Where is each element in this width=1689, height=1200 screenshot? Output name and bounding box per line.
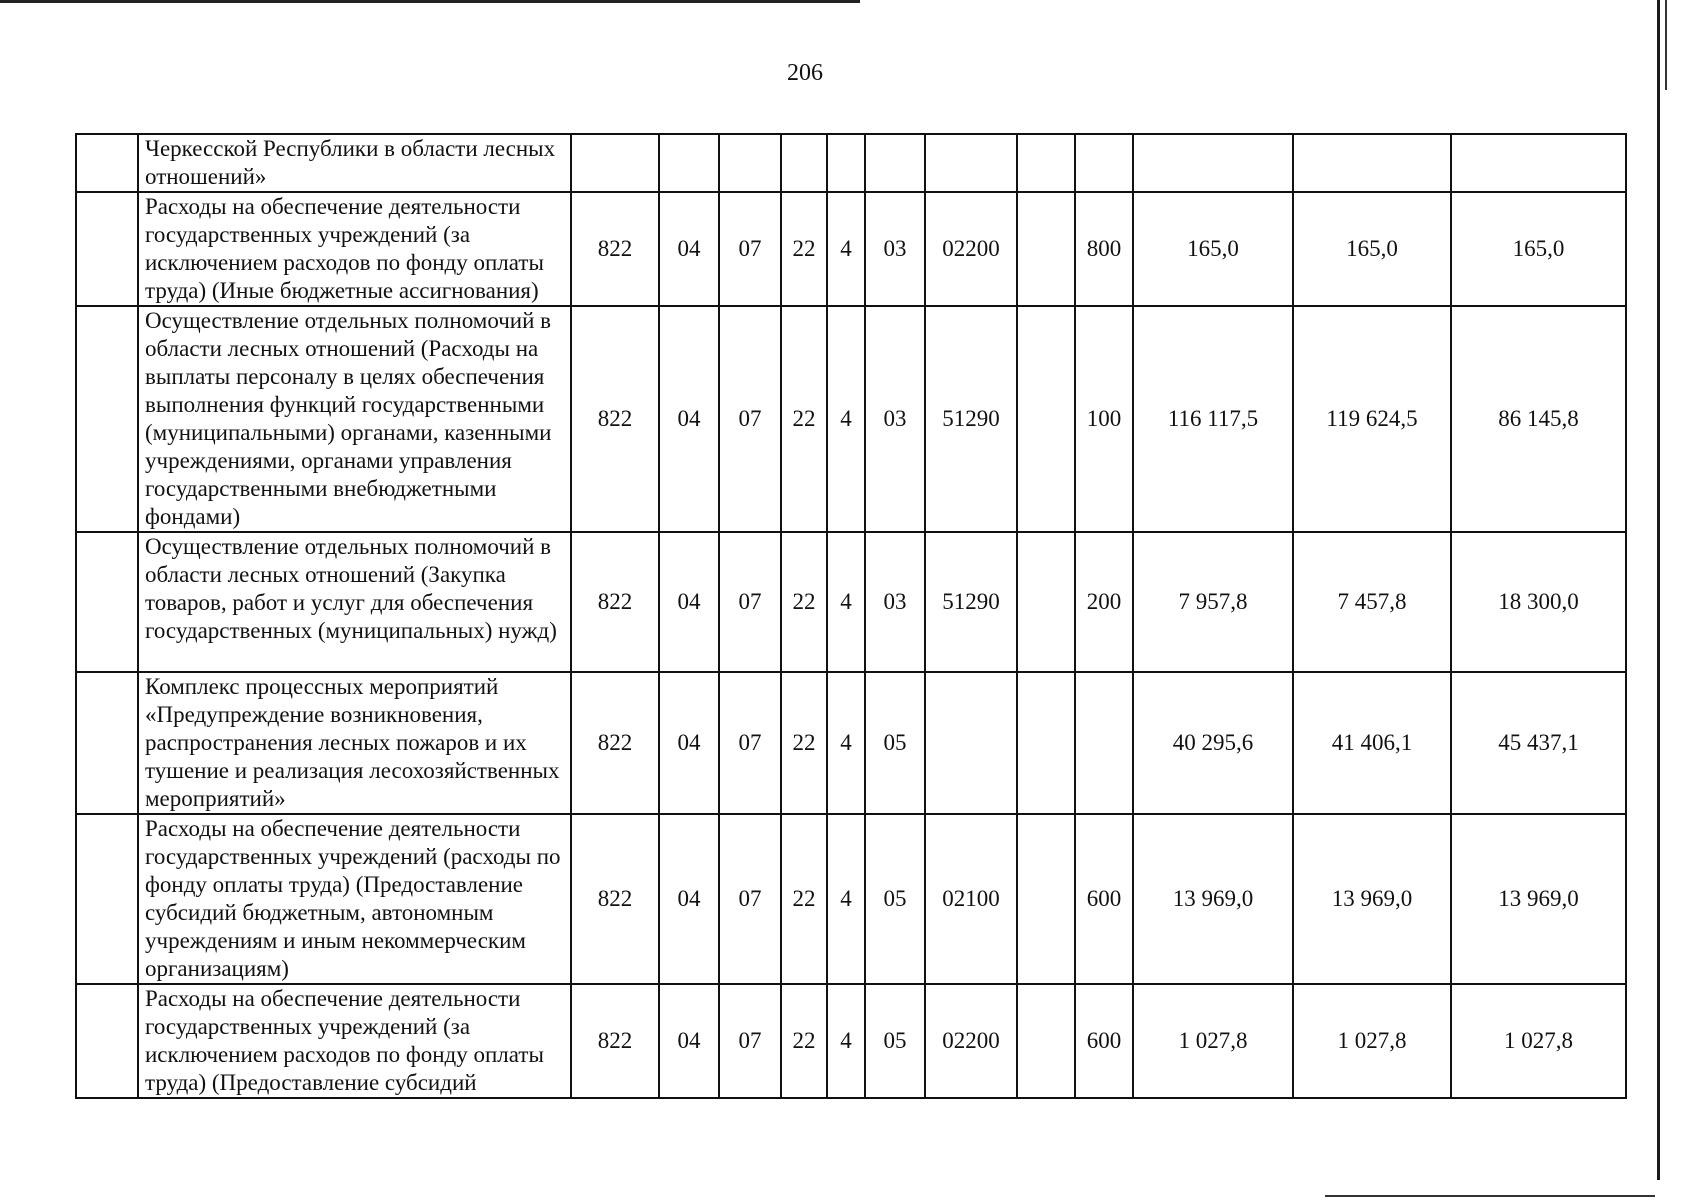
- activity-code-cell: 05: [865, 672, 925, 814]
- subprogram-code-cell: 4: [827, 192, 865, 306]
- row-number-cell: [76, 306, 138, 532]
- section-code-cell: 04: [659, 306, 719, 532]
- budget-table: [75, 133, 1627, 1099]
- section-code-cell: 04: [659, 532, 719, 672]
- direction-code-cell: [925, 134, 1017, 192]
- expense-type-cell: 600: [1075, 814, 1133, 984]
- description-cell: Осуществление отдельных полномочий в области лесных отношений (Закупка товаров, работ и услуг для обеспечения государственных (муниципальных) нужд): [138, 532, 571, 672]
- table-row: [76, 532, 1626, 672]
- amount-year-1-cell: 165,0: [1133, 192, 1293, 306]
- section-code-cell: 04: [659, 192, 719, 306]
- description-cell: Расходы на обеспечение деятельности государственных учреждений (за исключением расходов по фонду оплаты труда) (Иные бюджетные ассигнования): [138, 192, 571, 306]
- subsection-code-cell: 07: [719, 192, 781, 306]
- section-code-cell: 04: [659, 814, 719, 984]
- ministry-code-cell: 822: [571, 192, 659, 306]
- subsection-code-cell: 07: [719, 672, 781, 814]
- direction-code-cell: 51290: [925, 532, 1017, 672]
- subsection-code-cell: 07: [719, 984, 781, 1098]
- scan-right-edge: [1657, 0, 1660, 1180]
- extra-code-cell: [1017, 134, 1075, 192]
- amount-year-2-cell: 7 457,8: [1293, 532, 1451, 672]
- expense-type-cell: [1075, 672, 1133, 814]
- amount-year-1-cell: 1 027,8: [1133, 984, 1293, 1098]
- ministry-code-cell: 822: [571, 814, 659, 984]
- amount-year-1-cell: 40 295,6: [1133, 672, 1293, 814]
- activity-code-cell: 03: [865, 192, 925, 306]
- amount-year-3-cell: 45 437,1: [1451, 672, 1626, 814]
- direction-code-cell: 02200: [925, 192, 1017, 306]
- activity-code-cell: 05: [865, 984, 925, 1098]
- amount-year-2-cell: 13 969,0: [1293, 814, 1451, 984]
- subsection-code-cell: 07: [719, 814, 781, 984]
- ministry-code-cell: 822: [571, 672, 659, 814]
- table-row: [76, 192, 1626, 306]
- program-code-cell: [781, 134, 827, 192]
- row-number-cell: [76, 134, 138, 192]
- program-code-cell: 22: [781, 984, 827, 1098]
- program-code-cell: 22: [781, 814, 827, 984]
- subprogram-code-cell: [827, 134, 865, 192]
- amount-year-3-cell: 86 145,8: [1451, 306, 1626, 532]
- row-number-cell: [76, 814, 138, 984]
- program-code-cell: 22: [781, 192, 827, 306]
- amount-year-2-cell: 119 624,5: [1293, 306, 1451, 532]
- subprogram-code-cell: 4: [827, 984, 865, 1098]
- amount-year-3-cell: 1 027,8: [1451, 984, 1626, 1098]
- extra-code-cell: [1017, 306, 1075, 532]
- expense-type-cell: 600: [1075, 984, 1133, 1098]
- subprogram-code-cell: 4: [827, 532, 865, 672]
- activity-code-cell: 03: [865, 532, 925, 672]
- extra-code-cell: [1017, 672, 1075, 814]
- expense-type-cell: 800: [1075, 192, 1133, 306]
- description-cell: Расходы на обеспечение деятельности государственных учреждений (расходы по фонду оплаты труда) (Предоставление субсидий бюджетным, автономным учреждениям и иным некоммерческим организациям): [138, 814, 571, 984]
- section-code-cell: 04: [659, 984, 719, 1098]
- direction-code-cell: 51290: [925, 306, 1017, 532]
- ministry-code-cell: 822: [571, 984, 659, 1098]
- description-cell: Комплекс процессных мероприятий «Предупреждение возникновения, распространения лесных пожаров и их тушение и реализация лесохозяйственных мероприятий»: [138, 672, 571, 814]
- table-row: [76, 814, 1626, 984]
- activity-code-cell: 05: [865, 814, 925, 984]
- section-code-cell: 04: [659, 672, 719, 814]
- subsection-code-cell: [719, 134, 781, 192]
- amount-year-3-cell: 13 969,0: [1451, 814, 1626, 984]
- expense-type-cell: 200: [1075, 532, 1133, 672]
- extra-code-cell: [1017, 984, 1075, 1098]
- scan-right-edge-thin: [1665, 0, 1667, 90]
- row-number-cell: [76, 672, 138, 814]
- program-code-cell: 22: [781, 672, 827, 814]
- extra-code-cell: [1017, 192, 1075, 306]
- amount-year-1-cell: 7 957,8: [1133, 532, 1293, 672]
- subprogram-code-cell: 4: [827, 672, 865, 814]
- amount-year-2-cell: [1293, 134, 1451, 192]
- amount-year-1-cell: 116 117,5: [1133, 306, 1293, 532]
- table-row: [76, 306, 1626, 532]
- scan-top-rule: [0, 0, 860, 3]
- subprogram-code-cell: 4: [827, 814, 865, 984]
- extra-code-cell: [1017, 814, 1075, 984]
- direction-code-cell: 02100: [925, 814, 1017, 984]
- amount-year-2-cell: 1 027,8: [1293, 984, 1451, 1098]
- ministry-code-cell: 822: [571, 532, 659, 672]
- table-row: [76, 984, 1626, 1098]
- table-row: [76, 672, 1626, 814]
- program-code-cell: 22: [781, 306, 827, 532]
- amount-year-3-cell: [1451, 134, 1626, 192]
- amount-year-3-cell: 165,0: [1451, 192, 1626, 306]
- direction-code-cell: 02200: [925, 984, 1017, 1098]
- description-cell: Осуществление отдельных полномочий в области лесных отношений (Расходы на выплаты персоналу в целях обеспечения выполнения функций государственными (муниципальными) органами, казенными учреждениями, органами управления государственными внебюджетными фондами): [138, 306, 571, 532]
- page-number: 206: [787, 60, 823, 86]
- row-number-cell: [76, 192, 138, 306]
- description-cell: Расходы на обеспечение деятельности государственных учреждений (за исключением расходов по фонду оплаты труда) (Предоставление субсидий: [138, 984, 571, 1098]
- subsection-code-cell: 07: [719, 532, 781, 672]
- program-code-cell: 22: [781, 532, 827, 672]
- amount-year-2-cell: 41 406,1: [1293, 672, 1451, 814]
- amount-year-3-cell: 18 300,0: [1451, 532, 1626, 672]
- amount-year-1-cell: [1133, 134, 1293, 192]
- subsection-code-cell: 07: [719, 306, 781, 532]
- expense-type-cell: 100: [1075, 306, 1133, 532]
- description-cell: Черкесской Республики в области лесных отношений»: [138, 134, 571, 192]
- activity-code-cell: 03: [865, 306, 925, 532]
- extra-code-cell: [1017, 532, 1075, 672]
- amount-year-1-cell: 13 969,0: [1133, 814, 1293, 984]
- row-number-cell: [76, 532, 138, 672]
- expense-type-cell: [1075, 134, 1133, 192]
- table-row: [76, 134, 1626, 192]
- scan-bottom-rule: [1325, 1195, 1655, 1197]
- row-number-cell: [76, 984, 138, 1098]
- ministry-code-cell: [571, 134, 659, 192]
- direction-code-cell: [925, 672, 1017, 814]
- section-code-cell: [659, 134, 719, 192]
- subprogram-code-cell: 4: [827, 306, 865, 532]
- ministry-code-cell: 822: [571, 306, 659, 532]
- activity-code-cell: [865, 134, 925, 192]
- amount-year-2-cell: 165,0: [1293, 192, 1451, 306]
